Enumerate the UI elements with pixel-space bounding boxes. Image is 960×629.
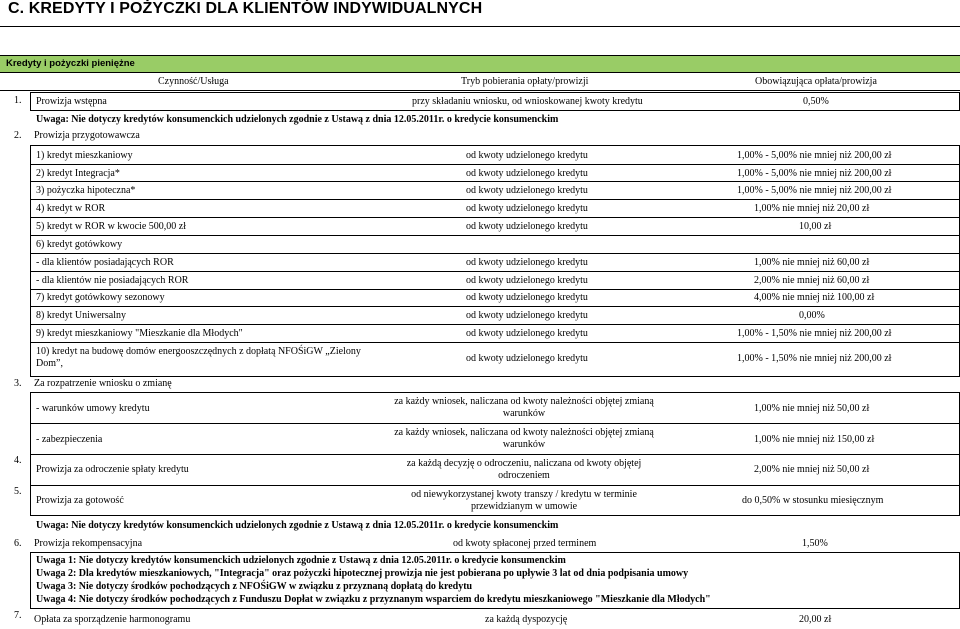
row3-item-fee: 1,00% nie mniej niż 150,00 zł (754, 434, 875, 445)
row1-fee: 0,50% (803, 96, 829, 107)
page-title: C. KREDYTY I POŻYCZKI DLA KLIENTÓW INDYWIDUALNYCH (8, 0, 483, 17)
row-divider (30, 217, 960, 218)
row5-mode: od niewykorzystanej kwoty transzy / kredytu w terminie przewidzianym w umowie (411, 489, 637, 512)
row2-item-mode: od kwoty udzielonego kredytu (466, 203, 588, 214)
row2-item-name: 2) kredyt Integracja* (36, 168, 120, 179)
title-rule (0, 26, 960, 27)
row1-mode: przy składaniu wniosku, od wnioskowanej kwoty kredytu (412, 96, 643, 107)
row-divider (30, 342, 960, 343)
row6-mode: od kwoty spłaconej przed terminem (453, 538, 597, 549)
row-number: 4. (14, 455, 22, 466)
row2-item-name: 8) kredyt Uniwersalny (36, 310, 126, 321)
row2-item-fee: 1,00% - 5,00% nie mniej niż 200,00 zł (737, 168, 892, 179)
row-number: 7. (14, 610, 22, 621)
row2-item-name: 10) kredyt na budowę domów energooszczędnych z dopłatą NFOŚiGW „Zielony Dom”, (36, 346, 361, 369)
row-divider (30, 423, 960, 424)
row2-item-fee: 2,00% nie mniej niż 60,00 zł (754, 275, 870, 286)
row2-item-mode: od kwoty udzielonego kredytu (466, 353, 588, 364)
header-divider (0, 90, 960, 91)
row1-note: Uwaga: Nie dotyczy kredytów konsumenckich udzielonych zgodnie z Ustawą z dnia 12.05.2011r. o kredycie konsumenckim (36, 114, 559, 125)
row-divider (30, 454, 960, 455)
row2-item-mode: od kwoty udzielonego kredytu (466, 310, 588, 321)
row2-item-name: - dla klientów posiadających ROR (36, 257, 174, 268)
row2-item-fee: 1,00% nie mniej niż 20,00 zł (754, 203, 870, 214)
row-divider (30, 485, 960, 486)
row6-fee: 1,50% (802, 538, 828, 549)
row2-item-name: 3) pożyczka hipoteczna* (36, 185, 136, 196)
row2-item-fee: 0,00% (799, 310, 825, 321)
header-fee: Obowiązująca opłata/prowizja (755, 76, 877, 87)
row2-item-fee: 10,00 zł (799, 221, 832, 232)
row-number: 5. (14, 486, 22, 497)
row2-item-name: 9) kredyt mieszkaniowy "Mieszkanie dla Młodych" (36, 328, 243, 339)
row2-item-mode: od kwoty udzielonego kredytu (466, 221, 588, 232)
section-title: Kredyty i pożyczki pieniężne (6, 58, 135, 69)
row7-fee: 20,00 zł (799, 614, 832, 625)
row-number: 2. (14, 130, 22, 141)
row4-fee: 2,00% nie mniej niż 50,00 zł (754, 464, 870, 475)
row2-item-mode: od kwoty udzielonego kredytu (466, 168, 588, 179)
row2-item-fee: 1,00% - 5,00% nie mniej niż 200,00 zł (737, 185, 892, 196)
row2-item-mode: od kwoty udzielonego kredytu (466, 328, 588, 339)
row2-item-name: - dla klientów nie posiadających ROR (36, 275, 189, 286)
row-divider (30, 199, 960, 200)
row6-note: Uwaga 4: Nie dotyczy środków pochodzących z Funduszu Dopłat w związku z przyznanym wsparciem do kredytu mieszkaniowego "Mieszkanie dla Młodych" (36, 594, 711, 605)
row2-item-mode: od kwoty udzielonego kredytu (466, 150, 588, 161)
row2-item-name: 7) kredyt gotówkowy sezonowy (36, 292, 165, 303)
row-divider (30, 324, 960, 325)
row2-item-fee: 1,00% - 1,50% nie mniej niż 200,00 zł (737, 353, 892, 364)
row-divider (30, 181, 960, 182)
row3-item-mode: za każdy wniosek, naliczana od kwoty należności objętej zmianą warunków (394, 427, 654, 450)
row2-item-name: 4) kredyt w ROR (36, 203, 106, 214)
row-divider (30, 306, 960, 307)
row2-item-name: 6) kredyt gotówkowy (36, 239, 123, 250)
header-service: Czynność/Usługa (158, 76, 229, 87)
row5-service: Prowizja za gotowość (36, 495, 124, 506)
row1-service: Prowizja wstępna (36, 96, 107, 107)
row3-service: Za rozpatrzenie wniosku o zmianę (34, 378, 172, 389)
row2-item-name: 5) kredyt w ROR w kwocie 500,00 zł (36, 221, 186, 232)
row5-note: Uwaga: Nie dotyczy kredytów konsumenckich udzielonych zgodnie z Ustawą z dnia 12.05.2011r. o kredycie konsumenckim (36, 520, 559, 531)
row3-item-mode: za każdy wniosek, naliczana od kwoty należności objętej zmianą warunków (394, 396, 654, 419)
row-number: 1. (14, 95, 22, 106)
row-divider (30, 235, 960, 236)
row2-item-mode: od kwoty udzielonego kredytu (466, 292, 588, 303)
row2-item-mode: od kwoty udzielonego kredytu (466, 275, 588, 286)
row-divider (30, 164, 960, 165)
section-header (0, 55, 960, 73)
row2-item-mode: od kwoty udzielonego kredytu (466, 185, 588, 196)
row2-item-name: 1) kredyt mieszkaniowy (36, 150, 133, 161)
header-mode: Tryb pobierania opłaty/prowizji (461, 76, 589, 87)
row5-fee: do 0,50% w stosunku miesięcznym (742, 495, 884, 506)
row2-item-fee: 4,00% nie mniej niż 100,00 zł (754, 292, 875, 303)
row2-item-fee: 1,00% nie mniej niż 60,00 zł (754, 257, 870, 268)
row2-item-mode: od kwoty udzielonego kredytu (466, 257, 588, 268)
row3-item-name: - zabezpieczenia (36, 434, 103, 445)
row-divider (30, 271, 960, 272)
row4-mode: za każdą decyzję o odroczeniu, naliczana od kwoty objętej odroczeniem (406, 458, 642, 481)
row-divider (30, 253, 960, 254)
row7-mode: za każdą dyspozycję (485, 614, 568, 625)
row-divider (30, 289, 960, 290)
row6-service: Prowizja rekompensacyjna (34, 538, 143, 549)
row3-item-fee: 1,00% nie mniej niż 50,00 zł (754, 403, 870, 414)
row6-note: Uwaga 3: Nie dotyczy środków pochodzących z NFOŚiGW w związku z przyznaną dopłatą do kredytu (36, 581, 473, 592)
row3-item-name: - warunków umowy kredytu (36, 403, 150, 414)
row4-service: Prowizja za odroczenie spłaty kredytu (36, 464, 189, 475)
row-number: 6. (14, 538, 22, 549)
row7-service: Opłata za sporządzenie harmonogramu (34, 614, 191, 625)
row2-item-fee: 1,00% - 1,50% nie mniej niż 200,00 zł (737, 328, 892, 339)
row2-item-fee: 1,00% - 5,00% nie mniej niż 200,00 zł (737, 150, 892, 161)
row6-note: Uwaga 2: Dla kredytów mieszkaniowych, "Integracja" oraz pożyczki hipotecznej prowizja nie jest pobierana po upływie 3 lat od dnia podpisania umowy (36, 568, 689, 579)
row6-note: Uwaga 1: Nie dotyczy kredytów konsumenckich udzielonych zgodnie z Ustawą z dnia 12.05.2011r. o kredycie konsumenckim (36, 555, 566, 566)
row-number: 3. (14, 378, 22, 389)
row2-service: Prowizja przygotowawcza (34, 130, 140, 141)
